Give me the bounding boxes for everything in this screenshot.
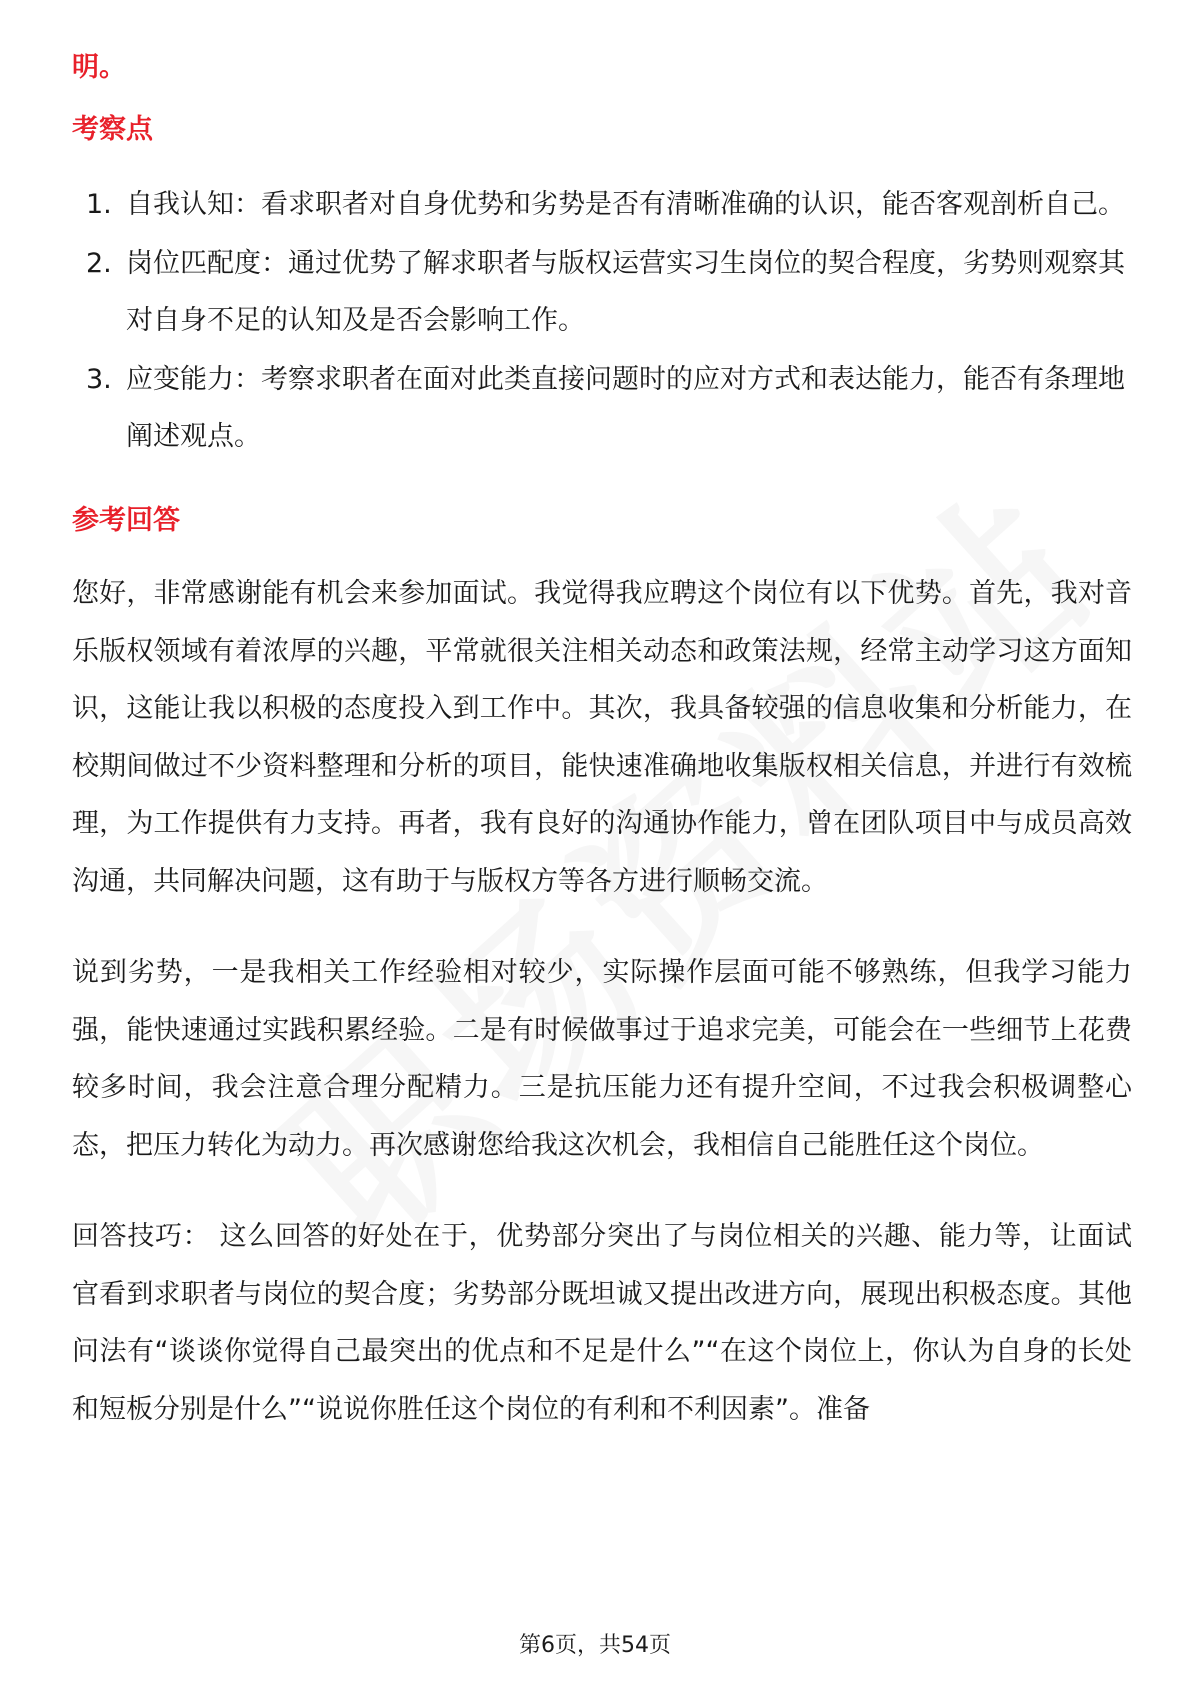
page-footer: 第6页，共54页 [519,1633,671,1658]
heading-answer: 参考回答 [72,505,180,536]
points-list [72,176,1132,465]
tips-paragraph: 回答技巧： 这么回答的好处在于，优势部分突出了与岗位相关的兴趣、能力等，让面试官看到求职者与岗位的契合度；劣势部分既坦诚又提出改进方向，展现出积极态度。其他问法有“谈谈你觉得自己最突出的优点和不足是什么”“在这个岗位上，你认为自身的长处和短板分别是什么”“说说你胜任这个岗位的有利和不利因素”。准备 [72,1221,1132,1425]
point-number: 2. [86,248,112,279]
point-item [72,176,1132,233]
point-text: 岗位匹配度：通过优势了解求职者与版权运营实习生岗位的契合程度，劣势则观察其对自身不足的认知及是否会影响工作。 [126,248,1125,336]
point-text: 自我认知：看求职者对自身优势和劣势是否有清晰准确的认识，能否客观剖析自己。 [126,189,1125,220]
carryover-text: 明。 [72,52,126,83]
point-item [72,351,1132,465]
answer-paragraph: 说到劣势，一是我相关工作经验相对较少，实际操作层面可能不够熟练，但我学习能力强，能快速通过实践积累经验。二是有时候做事过于追求完美，可能会在一些细节上花费较多时间，我会注意合理分配精力。三是抗压能力还有提升空间，不过我会积极调整心态，把压力转化为动力。再次感谢您给我这次机会，我相信自己能胜任这个岗位。 [72,957,1132,1161]
answer-paragraph: 您好，非常感谢能有机会来参加面试。我觉得我应聘这个岗位有以下优势。首先，我对音乐版权领域有着浓厚的兴趣，平常就很关注相关动态和政策法规，经常主动学习这方面知识，这能让我以积极的态度投入到工作中。其次，我具备较强的信息收集和分析能力，在校期间做过不少资料整理和分析的项目，能快速准确地收集版权相关信息，并进行有效梳理，为工作提供有力支持。再者，我有良好的沟通协作能力，曾在团队项目中与成员高效沟通，共同解决问题，这有助于与版权方等各方进行顺畅交流。 [72,578,1132,897]
point-number: 3. [86,364,112,395]
point-text: 应变能力：考察求职者在面对此类直接问题时的应对方式和表达能力，能否有条理地阐述观点。 [126,364,1125,452]
point-item [72,235,1132,349]
document-page [72,40,1132,1472]
point-number: 1. [86,189,112,220]
heading-points: 考察点 [72,114,153,145]
